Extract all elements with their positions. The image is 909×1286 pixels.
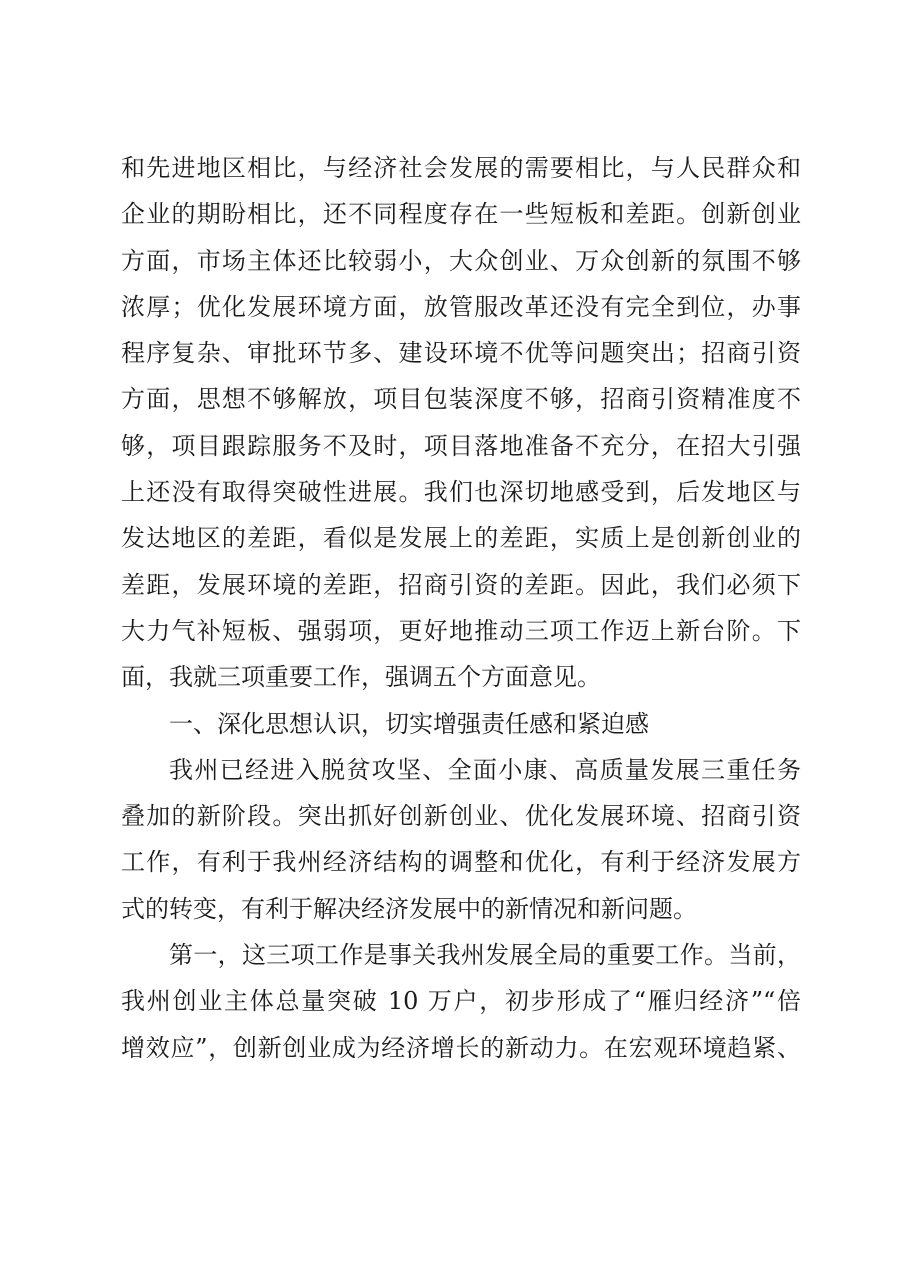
text-line: 面，我就三项重要工作，强调五个方面意见。 <box>121 663 601 692</box>
text-line: 和先进地区相比，与经济社会发展的需要相比，与人民群众和 <box>121 154 801 182</box>
text-line: 增效应”，创新创业成为经济增长的新动力。在宏观环境趋紧、 <box>121 1033 801 1062</box>
text-line: 大力气补短板、强弱项，更好地推动三项工作迈上新台阶。下 <box>121 616 801 645</box>
section-heading: 一、深化思想认识，切实增强责任感和紧迫感 <box>169 709 649 738</box>
text-line: 工作，有利于我州经济结构的调整和优化，有利于经济发展方 <box>121 848 801 877</box>
text-line: 浓厚；优化发展环境方面，放管服改革还没有完全到位，办事 <box>121 292 801 321</box>
text-line: 差距，发展环境的差距，招商引资的差距。因此，我们必须下 <box>121 570 801 599</box>
text-line: 发达地区的差距，看似是发展上的差距，实质上是创新创业的 <box>121 524 801 553</box>
text-line: 我州创业主体总量突破 10 万户，初步形成了“雁归经济”“倍 <box>121 987 801 1016</box>
text-line: 够，项目跟踪服务不及时，项目落地准备不充分，在招大引强 <box>121 431 801 460</box>
text-line: 程序复杂、审批环节多、建设环境不优等问题突出；招商引资 <box>121 339 801 368</box>
text-line: 上还没有取得突破性进展。我们也深切地感受到，后发地区与 <box>121 478 801 507</box>
text-line: 叠加的新阶段。突出抓好创新创业、优化发展环境、招商引资 <box>121 802 801 831</box>
text-line: 式的转变，有利于解决经济发展中的新情况和新问题。 <box>121 894 697 923</box>
text-line: 我州已经进入脱贫攻坚、全面小康、高质量发展三重任务 <box>169 755 801 784</box>
text-line: 方面，思想不够解放，项目包装深度不够，招商引资精准度不 <box>121 385 801 414</box>
text-line: 第一，这三项工作是事关我州发展全局的重要工作。当前， <box>169 941 801 970</box>
document-body <box>121 145 801 1071</box>
text-line: 方面，市场主体还比较弱小，大众创业、万众创新的氛围不够 <box>121 246 801 275</box>
text-line: 企业的期盼相比，还不同程度存在一些短板和差距。创新创业 <box>121 200 801 229</box>
